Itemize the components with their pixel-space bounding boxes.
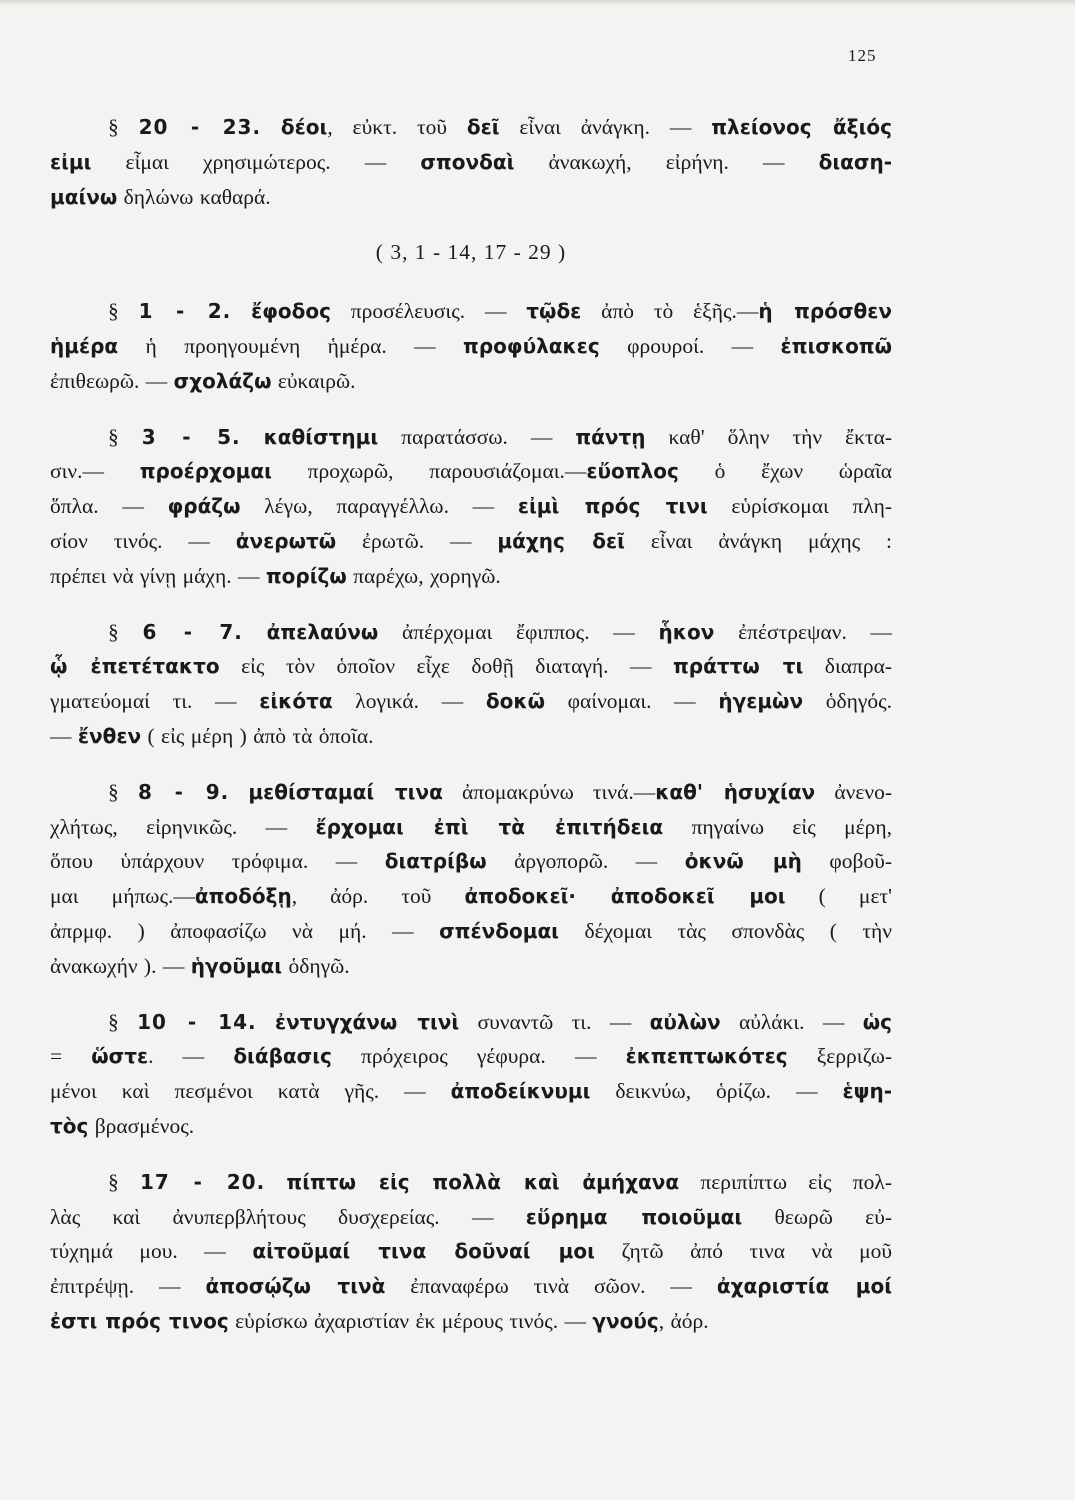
headword: εἰκότα xyxy=(259,689,333,714)
headword: ἡμέρα xyxy=(50,333,119,358)
definition-text xyxy=(257,1010,275,1034)
definition-text: ἀνακωχήν ). — xyxy=(50,953,191,978)
headword: φράζω xyxy=(167,494,241,519)
headword: μάχης δεῖ xyxy=(497,528,625,553)
text-line xyxy=(50,1304,892,1339)
headword: διάβασις xyxy=(233,1044,332,1069)
definition-text: , ἀόρ. xyxy=(658,1308,709,1333)
section-number: 6 - 7. xyxy=(142,619,243,644)
definition-text: γματεύομαί τι. — xyxy=(50,689,260,714)
headword: ἡγεμὼν xyxy=(718,689,804,714)
definition-text: διαπρα- xyxy=(803,654,892,679)
headword: σπονδαὶ xyxy=(420,149,515,174)
text-line xyxy=(50,1165,892,1200)
headword: τὸς xyxy=(50,1113,89,1138)
text-line xyxy=(50,364,892,399)
headword: εὔοπλος xyxy=(586,459,679,484)
definition-text: δεικνύω, ὁρίζω. — xyxy=(590,1079,843,1104)
glossary-paragraph xyxy=(50,420,892,594)
text-line xyxy=(50,559,892,594)
glossary-paragraph xyxy=(50,1165,892,1339)
headword: ἀποδείκνυμι xyxy=(450,1079,591,1104)
headword: δέοι xyxy=(280,115,328,139)
headword: ἀποδοκεῖ· ἀποδοκεῖ μοι xyxy=(464,884,786,909)
definition-text: § xyxy=(108,1009,138,1034)
text-line xyxy=(50,524,892,559)
text-line xyxy=(50,294,892,329)
headword: ἔρχομαι ἐπὶ τὰ ἐπιτήδεια xyxy=(315,814,664,839)
definition-text: περιπίπτω εἰς πολ- xyxy=(679,1169,892,1194)
headword: ἡ πρόσθεν xyxy=(758,299,893,324)
definition-text: ἀργοπορῶ. — xyxy=(486,849,685,874)
section-number: 10 - 14. xyxy=(137,1009,257,1034)
definition-text: συναντῶ τι. — xyxy=(459,1009,650,1034)
headword: τῷδε xyxy=(526,299,582,324)
definition-text: ὅπου ὑπάρχουν τρόφιμα. — xyxy=(50,849,385,874)
definition-text: ἐπαναφέρω τινὰ σῶον. — xyxy=(385,1274,717,1299)
definition-text: — xyxy=(50,723,78,748)
definition-text: ἀνακωχή, εἰρήνη. — xyxy=(514,149,819,174)
definition-text: λέγω, παραγγέλλω. — xyxy=(240,494,518,519)
definition-text: αὐλάκι. — xyxy=(720,1009,863,1034)
text-line xyxy=(50,329,892,364)
text-line xyxy=(50,1200,892,1235)
text-line xyxy=(50,1109,892,1144)
text-line xyxy=(50,719,892,754)
headword: ὀκνῶ μὴ xyxy=(684,849,802,874)
definition-text: πρόχειρος γέφυρα. — xyxy=(331,1044,626,1069)
headword: πίπτω εἰς πολλὰ καὶ ἀμήχανα xyxy=(286,1169,680,1194)
definition-text: δέχομαι τὰς σπονδὰς ( τὴν xyxy=(558,918,892,943)
definition-text: εὑρίσκω ἀχαριστίαν ἐκ μέρους τινός. — xyxy=(228,1308,593,1333)
definition-text: εὐκαιρῶ. xyxy=(271,368,356,393)
definition-text xyxy=(243,620,267,644)
headword: αὐλὼν xyxy=(649,1009,721,1034)
headword: πράττω τι xyxy=(672,654,804,679)
text-line xyxy=(50,180,892,215)
definition-text: ξερριζω- xyxy=(787,1044,892,1069)
definition-text: φρουροί. — xyxy=(599,333,781,358)
text-line xyxy=(50,420,892,455)
definition-text: , εὐκτ. τοῦ xyxy=(327,115,467,139)
definition-text xyxy=(229,780,248,804)
section-number: 3 - 5. xyxy=(141,424,241,449)
section-number: 20 - 23. xyxy=(138,115,262,139)
text-line xyxy=(50,684,892,719)
definition-text: ἀνενο- xyxy=(815,779,893,804)
section-number: 8 - 9. xyxy=(137,779,230,804)
headword: γνούς xyxy=(592,1308,659,1333)
headword: εἰμὶ πρός τινι xyxy=(517,494,708,519)
glossary-paragraph xyxy=(50,294,892,398)
headword: εὕρημα ποιοῦμαι xyxy=(525,1204,743,1229)
definition-text: τύχημά μου. — xyxy=(50,1239,253,1264)
definition-text: θεωρῶ εὐ- xyxy=(742,1204,892,1229)
definition-text: ἀπέρχομαι ἔφιππος. — xyxy=(378,619,659,644)
definition-text: § xyxy=(108,299,139,324)
headword: ἡγοῦμαι xyxy=(190,953,283,978)
text-line xyxy=(50,1234,892,1269)
definition-text: παρέχω, χορηγῶ. xyxy=(346,563,501,588)
scan-edge xyxy=(0,0,1075,6)
headword: καθ' ἡσυχίαν xyxy=(655,779,816,804)
definition-text: = xyxy=(50,1044,92,1069)
headword: μεθίσταμαί τινα xyxy=(248,779,443,804)
definition-text: ἐπιτρέψῃ. — xyxy=(50,1274,206,1299)
headword: προφύλακες xyxy=(463,333,600,358)
headword: διατρίβω xyxy=(384,849,487,874)
definition-text xyxy=(261,115,281,139)
definition-text: § xyxy=(108,1169,140,1194)
text-line xyxy=(50,879,892,914)
text-line xyxy=(50,649,892,684)
definition-text: φοβοῦ- xyxy=(801,849,893,874)
section-number: 17 - 20. xyxy=(139,1169,266,1194)
headword: ἔνθεν xyxy=(77,723,142,748)
text-line xyxy=(50,454,892,489)
glossary-paragraph xyxy=(50,1005,892,1144)
definition-text: § xyxy=(108,619,143,644)
definition-text: παρατάσσω. — xyxy=(378,424,576,449)
headword: ἔφοδος xyxy=(251,299,331,324)
headword: διαση- xyxy=(818,149,892,174)
definition-text: ἐπέστρεψαν. — xyxy=(714,619,893,644)
headword: ἐστι πρός τινος xyxy=(50,1308,229,1333)
text-line xyxy=(50,1039,892,1074)
headword: ἀνερωτῶ xyxy=(235,528,337,553)
headword: ἀποδόξῃ xyxy=(194,884,292,909)
definition-text: καθ' ὅλην τὴν ἔκτα- xyxy=(645,424,893,449)
definition-text: βρασμένος. xyxy=(88,1113,195,1138)
definition-text: λογικά. — xyxy=(332,689,486,714)
headword: ἑψη- xyxy=(842,1079,892,1104)
definition-text: εἰς τὸν ὁποῖον εἶχε δοθῇ διαταγή. — xyxy=(219,654,673,679)
chapter-reference: ( 3, 1 - 14, 17 - 29 ) xyxy=(375,240,567,265)
definition-text: ζητῶ ἀπό τινα νὰ μοῦ xyxy=(594,1239,892,1264)
definition-text: πρέπει νὰ γίνῃ μάχη. — xyxy=(50,563,266,588)
definition-text: ὅπλα. — xyxy=(50,494,168,519)
headword: σχολάζω xyxy=(173,368,272,393)
definition-text: § xyxy=(108,424,142,449)
definition-text: λὰς καὶ ἀνυπερβλήτους δυσχερείας. — xyxy=(50,1204,526,1229)
definition-text: μαι μήπως.— xyxy=(50,884,195,909)
glossary-paragraph xyxy=(50,775,892,984)
headword: ὡς xyxy=(862,1009,893,1034)
definition-text xyxy=(241,425,264,449)
headword: πάντῃ xyxy=(575,424,646,449)
definition-text: ὁδηγός. xyxy=(803,689,892,714)
definition-text: § xyxy=(108,115,139,139)
section-number: 1 - 2. xyxy=(138,299,232,324)
definition-text: εἶναι ἀνάγκη. — xyxy=(499,115,712,139)
definition-text: , ἀόρ. τοῦ xyxy=(291,884,465,909)
glossary-paragraph xyxy=(50,615,892,754)
definition-text xyxy=(265,1170,286,1194)
text-line xyxy=(50,1074,892,1109)
text-line xyxy=(50,489,892,524)
headword: ἀχαριστία μοί xyxy=(716,1274,892,1299)
headword: ὥστε xyxy=(91,1044,149,1069)
text-line xyxy=(50,810,892,845)
text-line xyxy=(50,1005,892,1040)
definition-text: σιν.— xyxy=(50,459,140,484)
headword: πορίζω xyxy=(265,563,347,588)
text-line xyxy=(50,949,892,984)
definition-text: ὁ ἔχων ὡραῖα xyxy=(678,459,893,484)
headword: ᾧ ἐπετέτακτο xyxy=(50,654,220,679)
definition-text: § xyxy=(108,779,138,804)
definition-text: ( εἰς μέρη ) ἀπὸ τὰ ὁποῖα. xyxy=(141,723,374,748)
headword: αἰτοῦμαί τινα δοῦναί μοι xyxy=(252,1239,595,1264)
text-line xyxy=(50,775,892,810)
definition-text: ( μετ' xyxy=(785,884,893,909)
headword: εἰμι xyxy=(50,149,92,174)
glossary-paragraph xyxy=(50,110,892,214)
definition-text: σίον τινός. — xyxy=(50,528,236,553)
definition-text: εἶμαι χρησιμώτερος. — xyxy=(91,149,421,174)
glossary-content xyxy=(50,110,892,1360)
definition-text: ἀπομακρύνω τινά.— xyxy=(442,779,656,804)
definition-text: προχωρῶ, παρουσιάζομαι.— xyxy=(271,459,587,484)
headword: μαίνω xyxy=(50,184,118,209)
text-line xyxy=(50,1269,892,1304)
text-line xyxy=(50,110,892,145)
definition-text: ἡ προηγουμένη ἡμέρα. — xyxy=(118,333,464,358)
headword: σπένδομαι xyxy=(439,918,559,943)
definition-text: ὁδηγῶ. xyxy=(282,953,350,978)
page-number: 125 xyxy=(848,46,877,65)
headword: δοκῶ xyxy=(485,689,545,714)
text-line xyxy=(50,844,892,879)
headword: καθίστημι xyxy=(263,424,379,449)
definition-text: εἶναι ἀνάγκη μάχης : xyxy=(624,528,892,553)
definition-text: δηλώνω καθαρά. xyxy=(117,184,271,209)
definition-text xyxy=(231,299,251,323)
text-line xyxy=(50,914,892,949)
headword: ἀπελαύνω xyxy=(266,619,379,644)
definition-text: ἀπὸ τὸ ἑξῆς.— xyxy=(581,299,759,324)
headword: ἐντυγχάνω τινὶ xyxy=(274,1009,460,1034)
definition-text: . — xyxy=(148,1044,234,1069)
definition-text: ἀπρμφ. ) ἀποφασίζω νὰ μή. — xyxy=(50,918,440,943)
definition-text: ἐρωτῶ. — xyxy=(336,528,498,553)
definition-text: φαίνομαι. — xyxy=(544,689,719,714)
text-line xyxy=(50,145,892,180)
headword: ἧκον xyxy=(658,619,715,644)
definition-text: εὑρίσκομαι πλη- xyxy=(707,494,893,519)
headword: ἐπισκοπῶ xyxy=(780,333,893,358)
headword: ἐκπεπτωκότες xyxy=(625,1044,788,1069)
text-line xyxy=(50,615,892,650)
headword: πλείονος ἄξιός xyxy=(711,115,892,139)
definition-text: πηγαίνω εἰς μέρη, xyxy=(663,814,893,839)
definition-text: ἐπιθεωρῶ. — xyxy=(50,368,174,393)
headword: προέρχομαι xyxy=(139,459,272,484)
headword: ἀποσῴζω τινὰ xyxy=(205,1274,386,1299)
definition-text: χλήτως, εἰρηνικῶς. — xyxy=(50,814,316,839)
definition-text: προσέλευσις. — xyxy=(330,299,527,324)
definition-text: μένοι καὶ πεσμένοι κατὰ γῆς. — xyxy=(50,1079,451,1104)
headword: δεῖ xyxy=(466,115,500,139)
